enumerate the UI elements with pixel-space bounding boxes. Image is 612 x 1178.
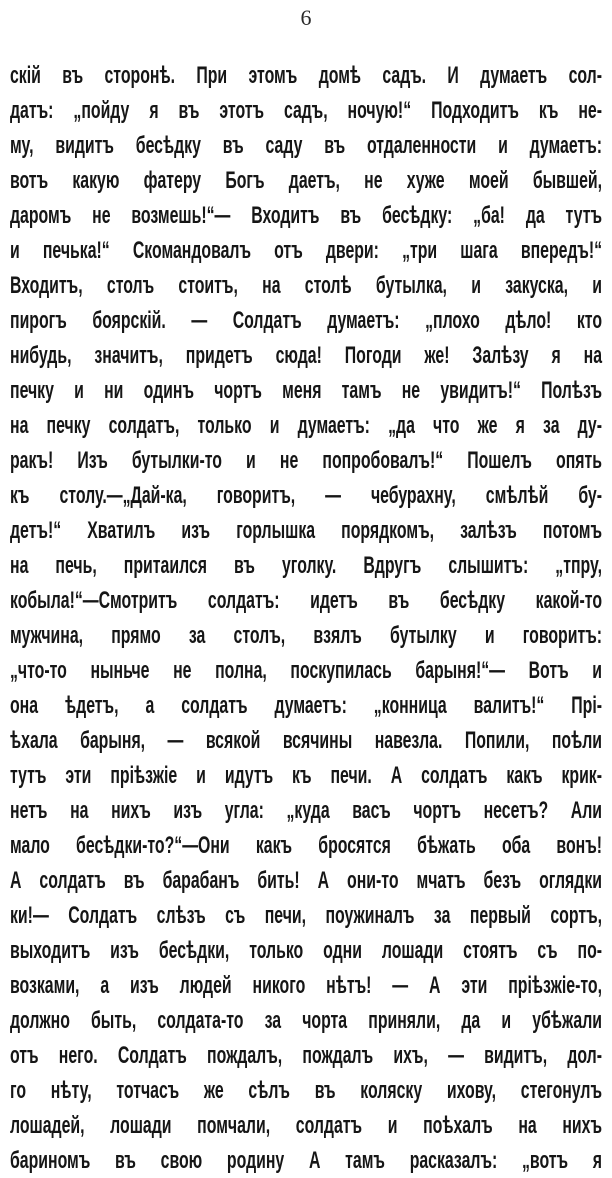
text-line: печку и ни одинъ чортъ меня тамъ не увидитъ!“ Полѣзъ: [10, 377, 603, 404]
text-line: отъ него. Солдатъ пождалъ, пождалъ ихъ, — видитъ, дол-: [10, 1042, 603, 1069]
text-line: А солдатъ въ барабанъ бить! А они-то мчатъ безъ оглядки: [10, 867, 603, 894]
text-line: кобыла!“—Смотритъ солдатъ: идетъ въ бесѣдку какой-то: [10, 587, 603, 614]
text-line: и печька!“ Скомандовалъ отъ двери: „три шага впередъ!“: [10, 237, 603, 264]
page-number: 6: [300, 5, 312, 30]
text-line: тутъ эти пріѣзжіе и идутъ къ печи. А солдатъ какъ крик-: [10, 762, 603, 789]
text-line: ки!— Солдатъ слѣзъ съ печи, поужиналъ за первый сортъ,: [10, 902, 603, 929]
text-line: на печку солдатъ, только и думаетъ: „да что же я за ду-: [10, 412, 603, 439]
text-line: Входитъ, столъ стоитъ, на столѣ бутылка, и закуска, и: [10, 272, 603, 299]
text-line: мало бесѣдки-то?“—Они какъ бросятся бѣжать оба вонъ!: [10, 832, 603, 859]
text-line: му, видитъ бесѣдку въ саду въ отдаленности и думаетъ:: [10, 132, 603, 159]
text-line: возками, а изъ людей никого нѣтъ! — А эти пріѣзжіе-то,: [10, 972, 603, 999]
text-line: она ѣдетъ, а солдатъ думаетъ: „конница валитъ!“ Прі-: [10, 692, 603, 719]
text-line: „что-то ныньче не полна, поскупилась барыня!“— Вотъ и: [10, 657, 603, 684]
text-line: на печь, притаился въ уголку. Вдругъ слышитъ: „тпру,: [10, 552, 603, 579]
text-line: мужчина, прямо за столъ, взялъ бутылку и говоритъ:: [10, 622, 603, 649]
body-text: [10, 58, 602, 1178]
text-line: къ столу.—„Дай-ка, говоритъ, — чебурахну, смѣлѣй бу-: [10, 482, 603, 509]
text-line: скій въ сторонѣ. При этомъ домѣ садъ. И думаетъ сол-: [10, 62, 603, 89]
text-line: го нѣту, тотчасъ же сѣлъ въ коляску ихову, стегонулъ: [10, 1077, 603, 1104]
text-line: датъ: „пойду я въ этотъ садъ, ночую!“ Подходитъ къ не-: [10, 97, 603, 124]
text-line: детъ!“ Хватилъ изъ горлышка порядкомъ, залѣзъ потомъ: [10, 517, 603, 544]
text-line: нибудь, значитъ, придетъ сюда! Погоди же! Залѣзу я на: [10, 342, 603, 369]
text-line: нетъ на нихъ изъ угла: „куда васъ чортъ несетъ? Али: [10, 797, 603, 824]
text-line: выходитъ изъ бесѣдки, только одни лошади стоятъ съ по-: [10, 937, 603, 964]
text-line: пирогъ боярскій. — Солдатъ думаетъ: „плохо дѣло! кто: [10, 307, 603, 334]
text-line: вотъ какую фатеру Богъ даетъ, не хуже моей бывшей,: [10, 167, 603, 194]
text-line: должно быть, солдата-то за чорта приняли, да и убѣжали: [10, 1007, 603, 1034]
text-line: ѣхала барыня, — всякой всячины навезла. Попили, поѣли: [10, 727, 603, 754]
text-line: даромъ не возмешь!“— Входитъ въ бесѣдку: „ба! да тутъ: [10, 202, 603, 229]
text-line: ракъ! Изъ бутылки-то и не попробовалъ!“ Пошелъ опять: [10, 447, 603, 474]
text-line: лошадей, лошади помчали, солдатъ и поѣхалъ на нихъ: [10, 1112, 603, 1139]
text-line: бариномъ въ свою родину А тамъ расказалъ: „вотъ я: [10, 1147, 603, 1174]
